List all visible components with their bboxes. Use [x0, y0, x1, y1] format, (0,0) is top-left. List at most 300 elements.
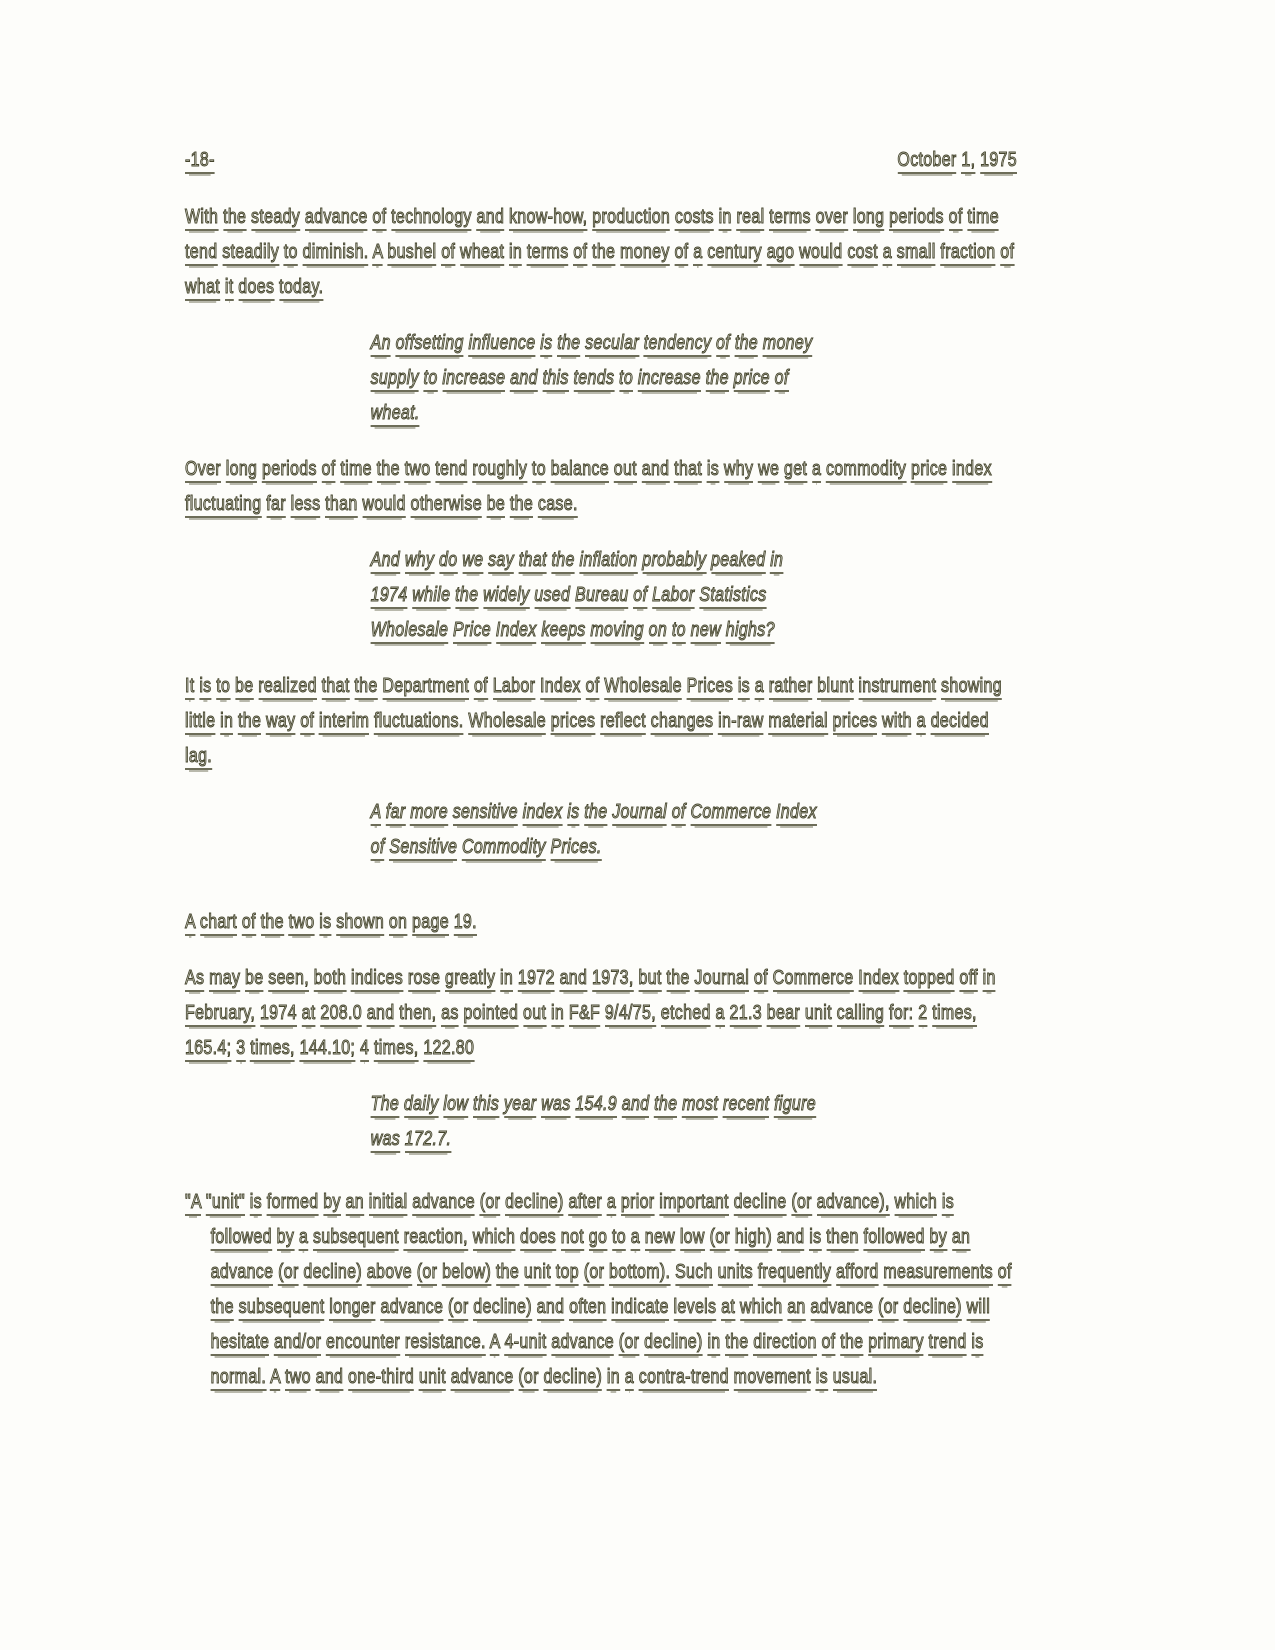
word: at	[302, 1002, 316, 1027]
word: will	[967, 1296, 991, 1321]
word: century	[707, 241, 762, 266]
word: 208.0	[320, 1002, 362, 1027]
word: pointed	[464, 1002, 519, 1027]
word: be	[235, 675, 253, 700]
word: peaked	[711, 549, 765, 574]
word: Price	[453, 619, 491, 644]
word: A	[372, 241, 382, 266]
word: advance	[305, 206, 368, 231]
word: advance	[810, 1296, 873, 1321]
word: figure	[774, 1093, 816, 1118]
word: Wholesale	[371, 619, 449, 644]
word: a	[812, 458, 821, 483]
word: times,	[250, 1037, 295, 1062]
word: of	[998, 1261, 1012, 1286]
word: new	[645, 1226, 675, 1251]
word: rather	[769, 675, 813, 700]
word: while	[412, 584, 450, 609]
word: to	[532, 458, 546, 483]
word: (or	[710, 1226, 731, 1251]
word: and	[622, 1093, 650, 1118]
word: and	[510, 367, 538, 392]
word: initial	[369, 1191, 408, 1216]
word: decline)	[473, 1296, 532, 1321]
word: 1974	[260, 1002, 297, 1027]
paragraph-bear-unit-targets	[185, 961, 1017, 1066]
quote-offsetting-influence	[371, 326, 823, 431]
word: by	[929, 1226, 947, 1251]
word: which	[740, 1296, 783, 1321]
word: reflect	[600, 710, 646, 735]
word: the	[666, 967, 689, 992]
word: do	[439, 549, 457, 574]
word: Such	[675, 1261, 713, 1286]
word: the	[551, 549, 574, 574]
word: diminish.	[303, 241, 369, 266]
word: one-third	[348, 1366, 414, 1391]
word: it	[225, 276, 234, 301]
word: and	[642, 458, 670, 483]
word: this	[543, 367, 569, 392]
word: real	[737, 206, 765, 231]
word: the	[211, 1296, 234, 1321]
page-header	[185, 143, 1017, 178]
word: in	[607, 1366, 620, 1391]
word: wheat	[460, 241, 504, 266]
word: increase	[638, 367, 701, 392]
word: seen,	[268, 967, 309, 992]
word: decided	[931, 710, 989, 735]
word: of	[474, 675, 488, 700]
word: shown	[336, 911, 384, 936]
word: off	[959, 967, 977, 992]
word: may	[209, 967, 240, 992]
word: price	[734, 367, 770, 392]
word: page	[412, 911, 449, 936]
word: is	[567, 801, 579, 826]
word: prices	[833, 710, 878, 735]
word: production	[592, 206, 670, 231]
word: far	[266, 493, 286, 518]
word: "A	[185, 1191, 201, 1216]
word: in	[983, 967, 996, 992]
word: does	[520, 1226, 556, 1251]
word: is	[738, 675, 750, 700]
word: is	[540, 332, 552, 357]
word: 4-unit	[505, 1331, 547, 1356]
word: the	[654, 1093, 677, 1118]
word: 122.80	[423, 1037, 474, 1062]
word: fluctuations.	[374, 710, 464, 735]
word: a	[883, 241, 892, 266]
word: The	[371, 1093, 400, 1118]
word: and	[537, 1296, 565, 1321]
word: decline)	[505, 1191, 564, 1216]
quote-daily-low	[371, 1087, 823, 1157]
word: As	[185, 967, 204, 992]
word: and	[777, 1226, 805, 1251]
page-content	[185, 143, 1017, 1416]
word: low	[680, 1226, 705, 1251]
word: for:	[889, 1002, 913, 1027]
word: steadily	[222, 241, 279, 266]
word: technology	[391, 206, 472, 231]
word: in	[770, 549, 783, 574]
word: over	[816, 206, 848, 231]
word: secular	[585, 332, 639, 357]
word: indicate	[611, 1296, 669, 1321]
word: of	[573, 241, 587, 266]
word: high)	[735, 1226, 772, 1251]
paragraph-blunt-instrument	[185, 669, 1017, 774]
word: sensitive	[453, 801, 518, 826]
word: highs?	[726, 619, 775, 644]
word: an	[787, 1296, 805, 1321]
word: Commerce	[773, 967, 854, 992]
word: is	[816, 1366, 828, 1391]
word: changes	[651, 710, 714, 735]
word: 144.10;	[300, 1037, 356, 1062]
word: most	[682, 1093, 718, 1118]
word: A	[270, 1366, 280, 1391]
word: afford	[836, 1261, 879, 1286]
word: to	[672, 619, 686, 644]
word: Bureau	[575, 584, 629, 609]
word: terms	[769, 206, 811, 231]
word: small	[897, 241, 936, 266]
word: Statistics	[699, 584, 766, 609]
word: why	[405, 549, 434, 574]
word: not	[561, 1226, 584, 1251]
word: 9/4/75,	[605, 1002, 656, 1027]
word: Index	[776, 801, 817, 826]
word: wheat.	[371, 402, 420, 427]
word: inflation	[579, 549, 637, 574]
page-number	[185, 143, 215, 178]
word: influence	[469, 332, 536, 357]
word: of	[586, 675, 600, 700]
quote-inflation-peaked	[371, 543, 823, 648]
word: Journal	[612, 801, 667, 826]
word: in	[719, 206, 732, 231]
word: material	[768, 710, 827, 735]
word: of	[821, 1331, 835, 1356]
word: less	[291, 493, 321, 518]
word: to	[284, 241, 298, 266]
word: then	[826, 1226, 858, 1251]
word: (or	[619, 1331, 640, 1356]
word: the	[510, 493, 533, 518]
word: Index	[540, 675, 581, 700]
word: top	[556, 1261, 579, 1286]
word: units	[718, 1261, 753, 1286]
word: bottom).	[609, 1261, 670, 1286]
paragraph-balance-out	[185, 452, 1017, 522]
word: of	[716, 332, 730, 357]
word: measurements	[883, 1261, 993, 1286]
word: of	[1000, 241, 1014, 266]
word: 4	[360, 1037, 369, 1062]
word: 1975	[980, 149, 1017, 174]
word: a	[716, 1002, 725, 1027]
word: we	[758, 458, 779, 483]
word: below)	[442, 1261, 491, 1286]
word: balance	[551, 458, 609, 483]
word: greatly	[445, 967, 495, 992]
word: that	[322, 675, 350, 700]
word: daily	[404, 1093, 439, 1118]
word: bear	[767, 1002, 800, 1027]
word: 154.9	[575, 1093, 617, 1118]
word: the	[592, 241, 615, 266]
word: the	[557, 332, 580, 357]
word: both	[314, 967, 346, 992]
word: Commodity	[462, 836, 546, 861]
word: cost	[847, 241, 878, 266]
word: and	[477, 206, 505, 231]
word: 165.4;	[185, 1037, 231, 1062]
word: Over	[185, 458, 221, 483]
word: often	[569, 1296, 606, 1321]
word: get	[784, 458, 807, 483]
word: be	[487, 493, 505, 518]
word: than	[325, 493, 357, 518]
word: 1972	[518, 967, 555, 992]
word: of	[242, 911, 256, 936]
word: otherwise	[411, 493, 482, 518]
word: a	[607, 1191, 616, 1216]
word: "unit"	[206, 1191, 245, 1216]
footnote-unit-definition	[185, 1185, 1017, 1395]
word: is	[199, 675, 211, 700]
word: An	[371, 332, 391, 357]
word: and	[560, 967, 588, 992]
word: fraction	[940, 241, 995, 266]
word: tend	[185, 241, 217, 266]
word: be	[245, 967, 263, 992]
word: A	[371, 801, 381, 826]
word: lag.	[185, 745, 212, 770]
word: year	[504, 1093, 536, 1118]
word: of	[371, 836, 385, 861]
word: we	[462, 549, 483, 574]
word: to	[612, 1226, 626, 1251]
word: advance	[451, 1366, 514, 1391]
word: recent	[723, 1093, 769, 1118]
word: an	[952, 1226, 970, 1251]
word: index	[523, 801, 563, 826]
word: Wholesale	[604, 675, 682, 700]
word: (or	[417, 1261, 438, 1286]
word: Journal	[694, 967, 749, 992]
word: unit	[805, 1002, 832, 1027]
word: a	[917, 710, 926, 735]
word: periods	[262, 458, 317, 483]
word: time	[340, 458, 372, 483]
word: advance	[551, 1331, 614, 1356]
word: direction	[753, 1331, 816, 1356]
word: (or	[878, 1296, 899, 1321]
word: topped	[904, 967, 955, 992]
word: of	[633, 584, 647, 609]
word: of	[372, 206, 386, 231]
word: new	[691, 619, 721, 644]
word: in-raw	[718, 710, 763, 735]
word: levels	[674, 1296, 717, 1321]
word: the	[261, 911, 284, 936]
word: prior	[621, 1191, 655, 1216]
word: periods	[889, 206, 944, 231]
word: It	[185, 675, 195, 700]
word: the	[223, 206, 246, 231]
word: decline)	[903, 1296, 962, 1321]
word: calling	[837, 1002, 885, 1027]
word: a	[631, 1226, 640, 1251]
word: chart	[200, 911, 237, 936]
word: longer	[329, 1296, 375, 1321]
word: Department	[382, 675, 469, 700]
word: indices	[351, 967, 403, 992]
word: today.	[279, 276, 323, 301]
word: the	[377, 458, 400, 483]
quote-journal-of-commerce	[371, 795, 823, 865]
word: but	[638, 967, 661, 992]
word: subsequent	[239, 1296, 325, 1321]
word: (or	[448, 1296, 469, 1321]
word: Prices	[687, 675, 733, 700]
word: way	[266, 710, 295, 735]
word: terms	[527, 241, 569, 266]
word: does	[238, 276, 274, 301]
word: two	[289, 911, 315, 936]
word: would	[799, 241, 842, 266]
word: the	[238, 710, 261, 735]
word: then,	[399, 1002, 436, 1027]
word: commodity	[826, 458, 906, 483]
word: tendency	[644, 332, 712, 357]
word: important	[659, 1191, 729, 1216]
word: subsequent	[313, 1226, 399, 1251]
word: go	[589, 1226, 607, 1251]
word: primary	[868, 1331, 924, 1356]
word: in	[707, 1331, 720, 1356]
word: by	[277, 1226, 295, 1251]
word: low	[443, 1093, 468, 1118]
page-date	[897, 143, 1017, 178]
word: far	[386, 801, 406, 826]
word: on	[649, 619, 667, 644]
word: February,	[185, 1002, 255, 1027]
word: of	[674, 241, 688, 266]
word: of	[754, 967, 768, 992]
word: the	[584, 801, 607, 826]
word: increase	[442, 367, 505, 392]
word: a	[755, 675, 764, 700]
word: (or	[278, 1261, 299, 1286]
word: the	[725, 1331, 748, 1356]
word: decline)	[544, 1366, 603, 1391]
word: (or	[518, 1366, 539, 1391]
word: (or	[480, 1191, 501, 1216]
word: in	[509, 241, 522, 266]
word: probably	[642, 549, 706, 574]
word: as	[441, 1002, 459, 1027]
word: of	[672, 801, 686, 826]
word: price	[911, 458, 947, 483]
word: advance	[380, 1296, 443, 1321]
word: advance),	[817, 1191, 890, 1216]
word: at	[721, 1296, 735, 1321]
word: Labor	[493, 675, 536, 700]
word: and	[367, 1002, 395, 1027]
word: hesitate	[211, 1331, 270, 1356]
word: after	[568, 1191, 602, 1216]
word: unit	[524, 1261, 551, 1286]
word: which	[895, 1191, 938, 1216]
word: the	[840, 1331, 863, 1356]
word: 1,	[961, 149, 975, 174]
word: the	[496, 1261, 519, 1286]
word: the	[735, 332, 758, 357]
word: movement	[734, 1366, 811, 1391]
word: steady	[251, 206, 300, 231]
word: was	[541, 1093, 570, 1118]
word: A	[185, 911, 195, 936]
word: offsetting	[396, 332, 464, 357]
word: of	[949, 206, 963, 231]
word: what	[185, 276, 220, 301]
word: rose	[408, 967, 440, 992]
word: two	[405, 458, 431, 483]
word: 3	[236, 1037, 245, 1062]
word: October	[897, 149, 956, 174]
word: tends	[574, 367, 615, 392]
word: And	[371, 549, 400, 574]
word: A	[490, 1331, 500, 1356]
word: times,	[932, 1002, 977, 1027]
word: moving	[590, 619, 644, 644]
word: money	[763, 332, 813, 357]
word: to	[619, 367, 633, 392]
word: unit	[419, 1366, 446, 1391]
word: -18-	[185, 149, 215, 174]
word: the	[706, 367, 729, 392]
word: in	[551, 1002, 564, 1027]
word: Commerce	[690, 801, 771, 826]
word: normal.	[211, 1366, 267, 1391]
word: ago	[767, 241, 795, 266]
word: widely	[483, 584, 529, 609]
word: 2	[918, 1002, 927, 1027]
word: of	[322, 458, 336, 483]
word: which	[473, 1226, 516, 1251]
word: money	[620, 241, 670, 266]
word: 21.3	[730, 1002, 762, 1027]
word: above	[367, 1261, 412, 1286]
word: this	[473, 1093, 499, 1118]
word: Sensitive	[389, 836, 457, 861]
word: long	[226, 458, 258, 483]
word: 19.	[454, 911, 477, 936]
word: to	[216, 675, 230, 700]
word: (or	[584, 1261, 605, 1286]
word: resistance.	[405, 1331, 486, 1356]
word: index	[952, 458, 992, 483]
word: times,	[374, 1037, 419, 1062]
word: is	[971, 1331, 983, 1356]
word: frequently	[758, 1261, 831, 1286]
word: of	[441, 241, 455, 266]
